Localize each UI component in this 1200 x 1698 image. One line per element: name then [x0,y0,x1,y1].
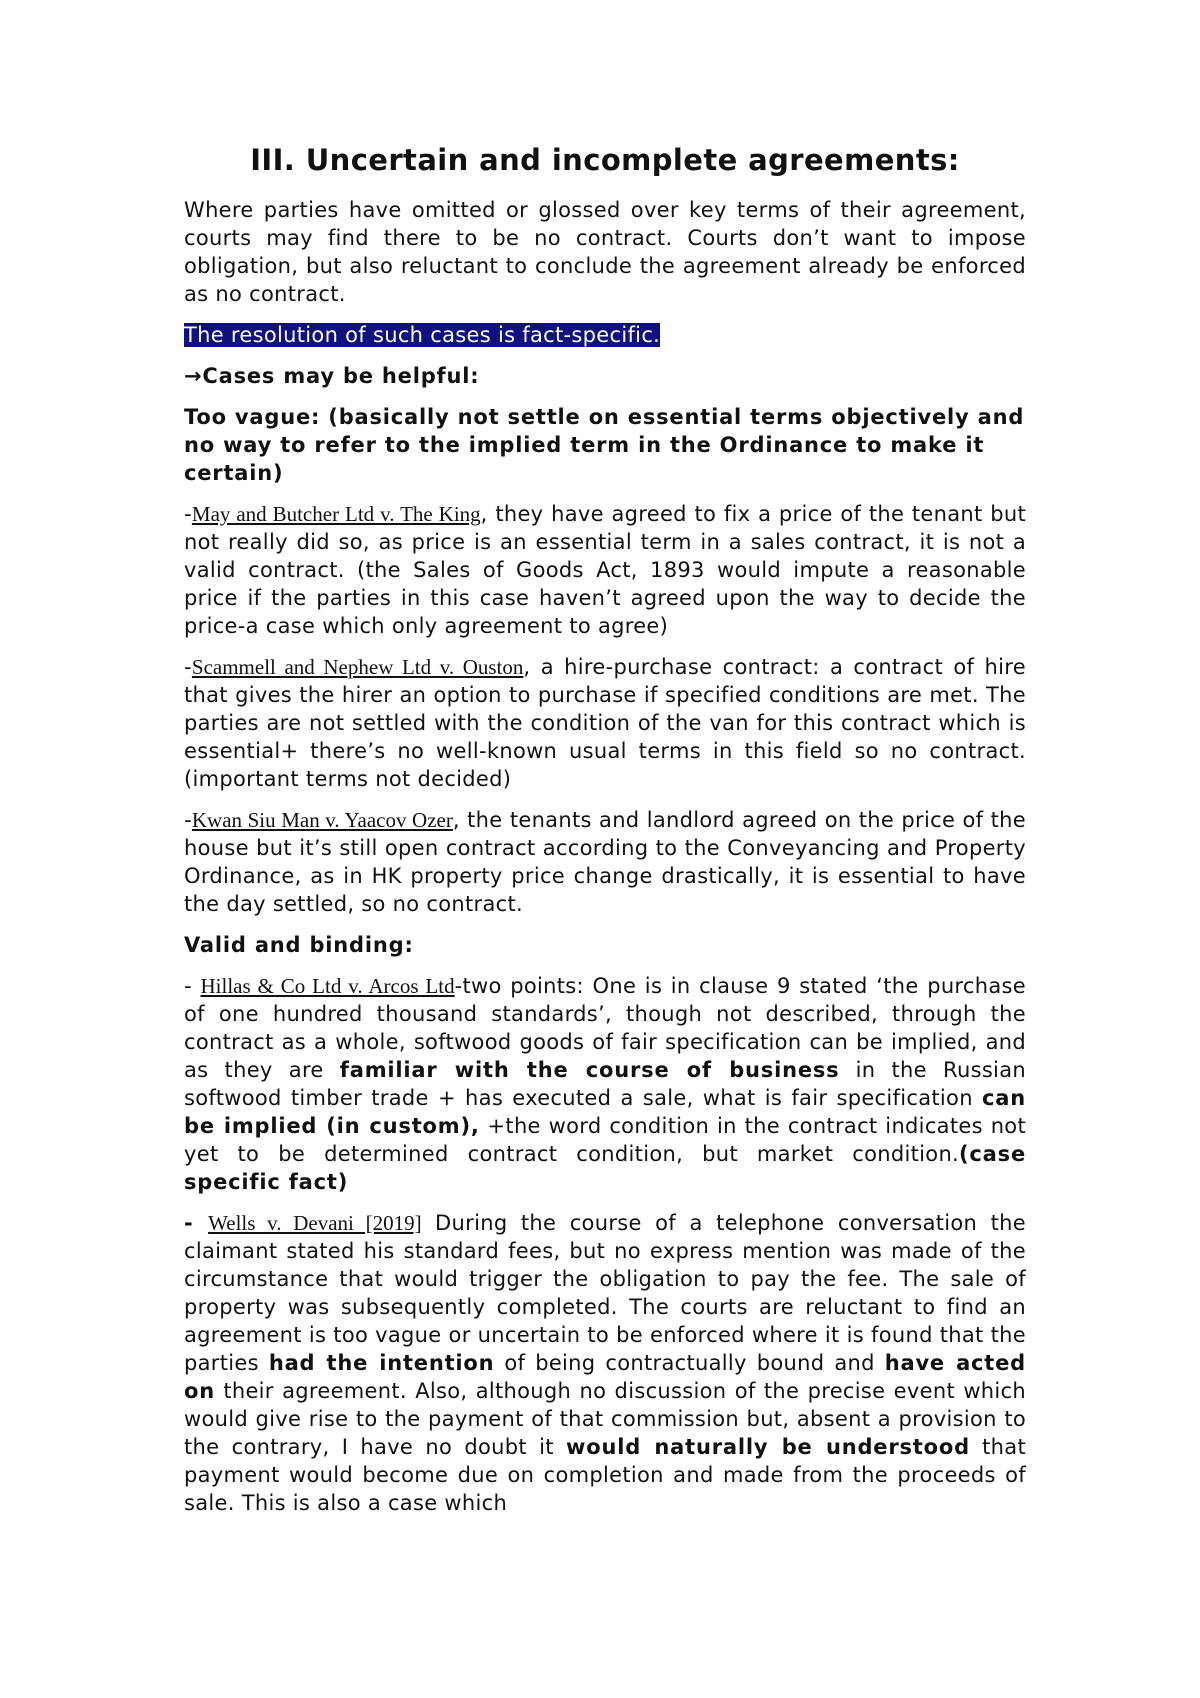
bold-phrase: can be implied (in custom), [184,1085,1026,1138]
page-title: III. Uncertain and incomplete agreements: [250,143,960,177]
cases-heading-text: →Cases may be helpful: [184,363,480,388]
cases-heading [184,362,1026,390]
case-name-may-and-butcher: May and Butcher Ltd v. The King [191,501,481,526]
case-kwan-siu-man [184,806,1026,918]
case-prefix: - [184,654,192,679]
bold-phrase: had the intention [268,1350,495,1375]
bold-phrase: have acted on [184,1350,1027,1403]
highlight-line [184,321,1026,349]
bold-phrase: (case specific fact) [184,1141,1026,1194]
case-prefix: - [184,1210,209,1235]
highlighted-text: The resolution of such cases is fact-specific. [184,322,661,347]
bold-phrase: would naturally be understood [566,1434,970,1459]
case-text: +the word condition in the contract indicates not yet to be determined contract condition, but market condition. [184,1113,1026,1166]
case-text: , they have agreed to fix a price of the tenant but not really did so, as price is an essential term in a sales contract, it is not a valid contract. (the Sales of Goods Act, 1893 would impute a reasonable price if the parties in this case haven’t agreed upon the way to decide the price-a case which only agreement to agree) [184,501,1026,638]
case-hillas [184,972,1026,1196]
bold-phrase: familiar with the course of business [339,1057,840,1082]
too-vague-heading-text: Too vague: (basically not settle on essential terms objectively and no way to refer to the implied term in the Ordinance to make it certain) [184,404,1025,485]
case-text: During the course of a telephone conversation the claimant stated his standard fees, but no express mention was made of the circumstance that would trigger the obligation to pay the fee. The sale of property was subsequently completed. The courts are reluctant to find an agreement is too vague or uncertain to be enforced where it is found that the parties [184,1210,1026,1375]
case-text: , the tenants and landlord agreed on the price of the house but it’s still open contract according to the Conveyancing and Property Ordinance, as in HK property price change drastically, it is essential to have the day settled, so no contract. [184,807,1027,916]
case-prefix: - [184,807,192,832]
case-name-wells: Wells v. Devani [2019] [208,1210,422,1235]
case-text: -two points: One is in clause 9 stated ‘the purchase of one hundred thousand standards’, though not described, through the contract as a whole, softwood goods of fair specification can be implied, and as they are [184,973,1026,1082]
case-wells [184,1209,1026,1517]
valid-binding-heading-text: Valid and binding: [184,932,414,957]
case-name-hillas: Hillas & Co Ltd v. Arcos Ltd [200,973,455,998]
valid-binding-heading [184,931,1026,959]
case-scammell [184,653,1026,793]
case-text: of being contractually bound and [494,1350,885,1375]
case-text: that payment would become due on completion and made from the proceeds of sale. This is also a case which [184,1434,1026,1515]
case-may-and-butcher [184,500,1026,640]
case-text: their agreement. Also, although no discussion of the precise event which would give rise to the payment of that commission but, absent a provision to the contrary, I have no doubt it [184,1378,1026,1459]
case-text: in the Russian softwood timber trade + has executed a sale, what is fair specification [184,1057,1026,1110]
case-name-kwan-siu-man: Kwan Siu Man v. Yaacov Ozer [191,807,453,832]
case-name-scammell: Scammell and Nephew Ltd v. Ouston [191,654,524,679]
case-prefix: - [184,973,201,998]
too-vague-heading [184,403,1026,487]
intro-paragraph: Where parties have omitted or glossed over key terms of their agreement, courts may find there to be no contract. Courts don’t want to impose obligation, but also reluctant to conclude the agreement already be enforced as no contract. [184,197,1026,306]
case-prefix: - [184,501,192,526]
case-text: , a hire-purchase contract: a contract of hire that gives the hirer an option to purchase if specified conditions are met. The parties are not settled with the condition of the van for this contract which is essential+ there’s no well-known usual terms in this field so no contract. (important terms not decided) [184,654,1026,791]
